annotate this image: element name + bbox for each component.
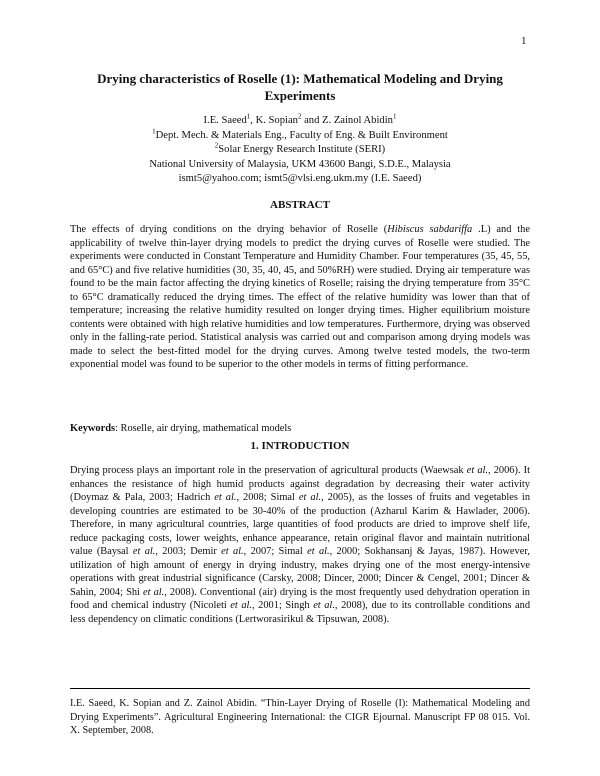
introduction-paragraph xyxy=(70,464,530,626)
intro-text-part: , 2000; Sokhansanj & Jayas, 1987). However, utilization of high amount of energy in drying industry, makes drying one of the most energy-intensive operations with great industrial significance (Carsky, 2008; Dincer, 2000; Dincer & Cengel, 2001; Dincer & Sahin, 2004; Shi xyxy=(70,546,530,598)
affiliation-marker: 2 xyxy=(297,112,302,121)
et-al: et al. xyxy=(132,546,156,557)
author-name: and Z. Zainol Abidin xyxy=(301,115,393,126)
footer-divider xyxy=(70,688,530,689)
et-al: et al. xyxy=(298,492,322,503)
footer-citation: I.E. Saeed, K. Sopian and Z. Zainol Abidin. “Thin-Layer Drying of Roselle (I): Mathematical Modeling and Drying Experiments”. Agricultural Engineering International: the CIGR Ejournal. Manuscript FP 08 015. Vol. X. September, 2008. xyxy=(70,698,530,736)
author-name: , K. Sopian xyxy=(250,115,298,126)
author-name: I.E. Saeed xyxy=(203,115,247,126)
keywords-label: Keywords xyxy=(70,423,116,434)
abstract-text-part: The effects of drying conditions on the drying behavior of Roselle ( xyxy=(70,224,388,235)
introduction-heading: 1. INTRODUCTION xyxy=(250,440,350,452)
et-al: et al. xyxy=(230,600,253,611)
et-al: et al. xyxy=(313,600,335,611)
et-al: et al. xyxy=(466,465,489,476)
affiliation-address: National University of Malaysia, UKM 43600 Bangi, S.D.E., Malaysia xyxy=(149,158,451,170)
author-block xyxy=(70,114,530,187)
affiliation-text: Dept. Mech. & Materials Eng., Faculty of Eng. & Built Environment xyxy=(155,129,448,141)
et-al: et al. xyxy=(143,586,165,598)
keywords-line xyxy=(70,422,530,436)
intro-text-part: , 2006). It enhances the resistance of high humid products against degradation by decreasing their water activity (Doymaz & Pala, 2003; Hadrich xyxy=(70,465,531,503)
author-line xyxy=(70,114,530,129)
affiliation-line xyxy=(70,126,530,144)
intro-text-part: , 2003; Demir xyxy=(155,546,222,557)
affiliation-marker: 1 xyxy=(392,112,397,121)
intro-text-part: , 2008). Conventional (air) drying is the most frequently used dehydration operation in food and chemical industry (Nicoleti xyxy=(70,586,530,611)
intro-text-part: , 2005), as the losses of fruits and vegetables in developing countries are estimated to be 30-40% of the production (Azharul Karim & Hawlader, 2006). Therefore, in many agricultural countries, large quantities of food products are dried to improve shelf life, reduce packaging costs, lower weights, enhance appearance, retain original flavor and maintain nutritional value (Baysal xyxy=(70,492,531,557)
affiliation-line xyxy=(70,143,530,158)
affiliation-text: Solar Energy Research Institute (SERI) xyxy=(218,144,386,155)
intro-text-part: , 2008), due to its controllable conditions and less dependency on climatic conditions (Lertworasirikul & Tipsuwan, 2008). xyxy=(70,600,531,625)
intro-text-part: , 2001; Singh xyxy=(252,600,314,611)
species-name: Hibiscus sabdariffa xyxy=(387,224,473,235)
abstract-paragraph xyxy=(70,223,530,372)
et-al: et al. xyxy=(307,546,330,557)
intro-text-part: , 2007; Simal xyxy=(243,546,308,557)
affiliation-marker: 1 xyxy=(152,126,156,135)
contact-emails: ismt5@yahoo.com; ismt5@vlsi.eng.ukm.my (I.E. Saeed) xyxy=(178,173,422,184)
et-al: et al. xyxy=(214,492,237,503)
affiliation-marker: 2 xyxy=(214,141,219,150)
intro-text-part: , 2008; Simal xyxy=(236,492,299,503)
intro-text-part: Drying process plays an important role in the preservation of agricultural products (Waewsak xyxy=(70,465,467,476)
page-number: 1 xyxy=(521,35,527,47)
abstract-heading: ABSTRACT xyxy=(270,199,330,211)
affiliation-marker: 1 xyxy=(246,112,251,121)
keywords-text: : Roselle, air drying, mathematical models xyxy=(115,423,292,434)
abstract-text-part: .L) and the applicability of twelve thin-layer drying models to predict the drying curves of Roselle were studied. The experiments were conducted in Constant Temperature and Humidity Chamber. Four temperatures (35, 45, 55, and 65°C) and five relative humidities (30, 35, 40, 45, and 50%RH) were studied. Drying air temperature was found to be the main factor affecting the drying kinetics of Roselle; raising the drying temperature from 35°C to 65°C dramatically reduced the drying times. The effect of the relative humidity was lower than that of temperature; increasing the relative humidity resulted on longer drying times. Higher equilibrium moisture contents were obtained with high relative humidities and low temperatures. Furthermore, drying was observed only in the falling-rate period. Statistical analysis was carried out and comparison among drying models was made to select the best-fitted model for the drying curves. Among twelve tested models, the two-term exponential model was found to be superior to the other models in terms of fitting performance. xyxy=(70,224,530,370)
paper-title: Drying characteristics of Roselle (1): Mathematical Modeling and Drying Experiments xyxy=(97,71,503,103)
et-al: et al. xyxy=(221,546,244,557)
